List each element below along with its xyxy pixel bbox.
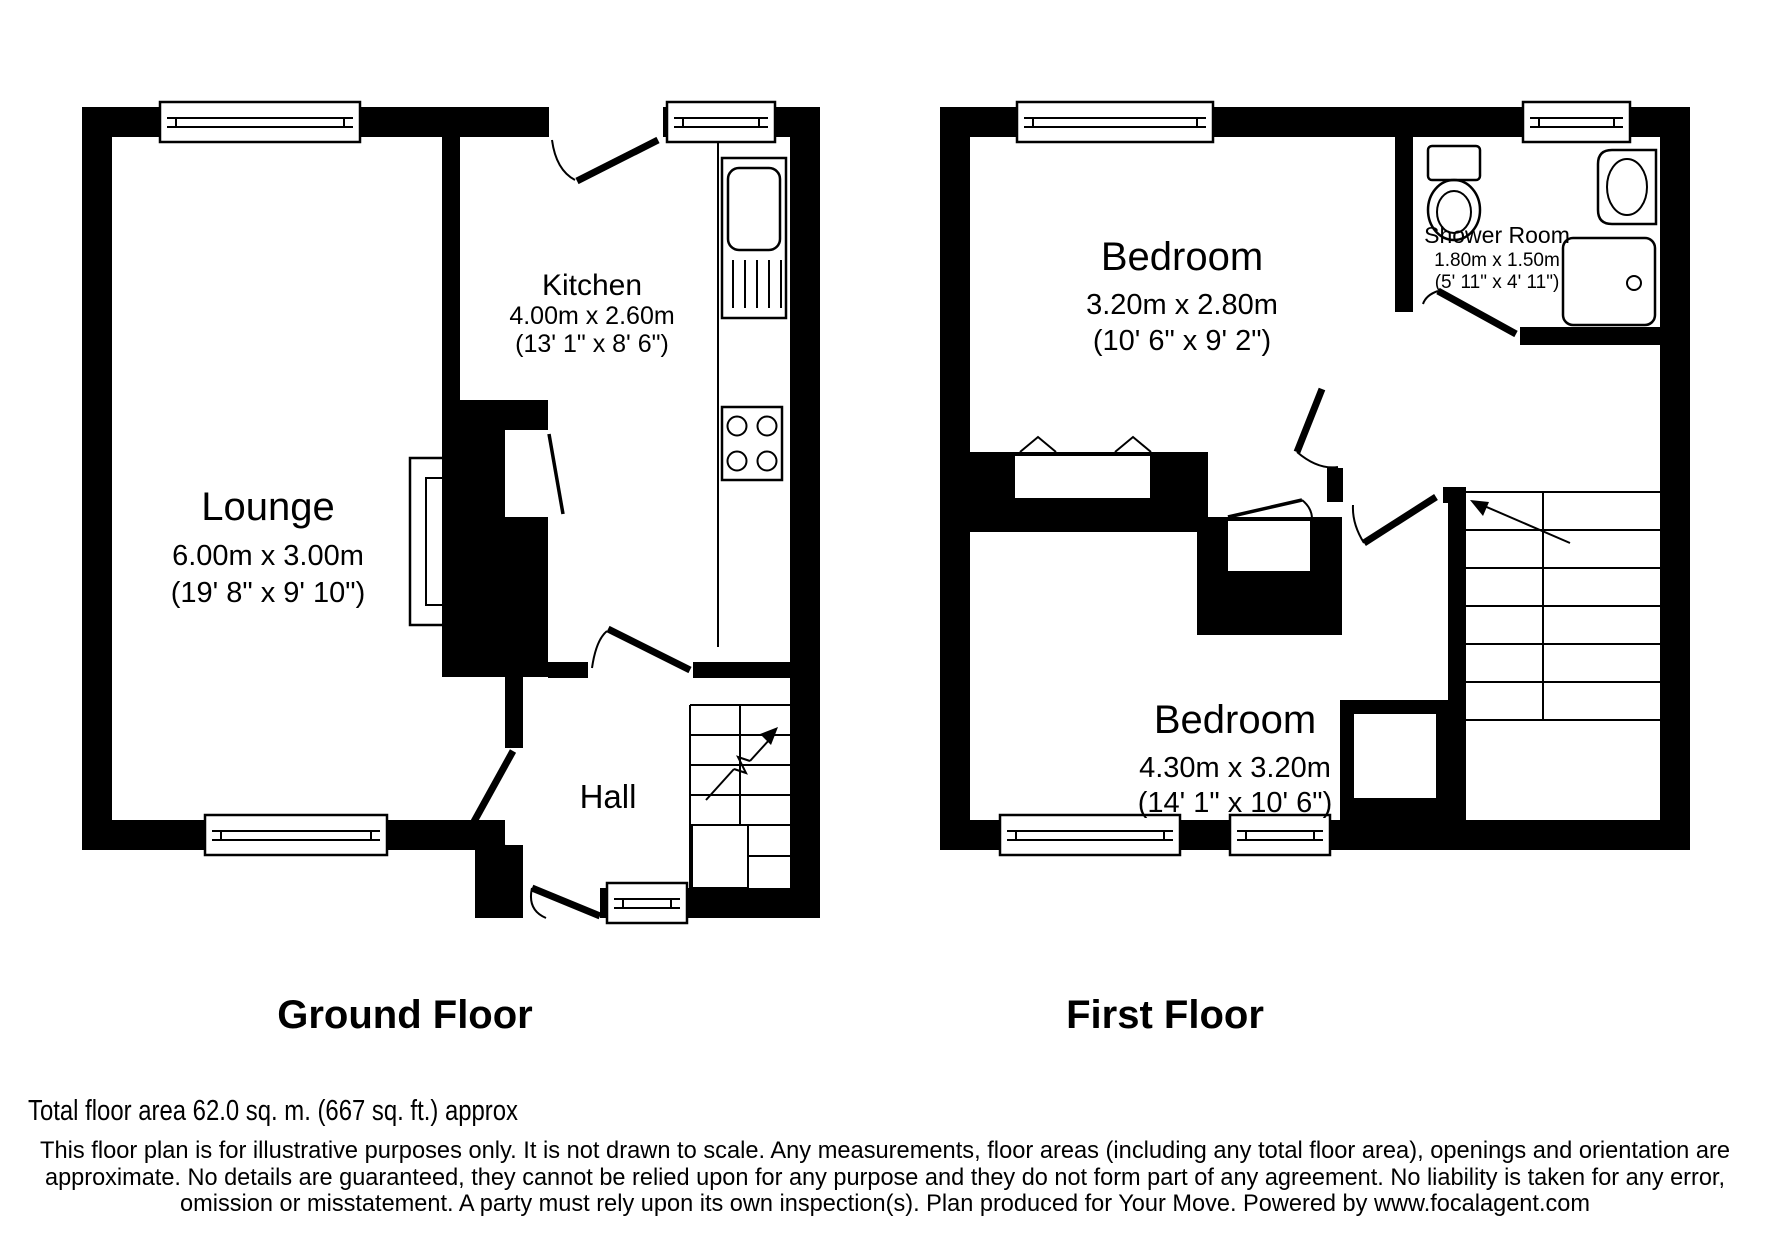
bedroom1-dims-metric: 3.20m x 2.80m [1086, 289, 1278, 321]
hall-label: Hall [579, 778, 637, 815]
cupboard [505, 430, 563, 517]
sink-drainer-icon [722, 158, 786, 318]
ground-floor-title: Ground Floor [277, 993, 533, 1037]
bedroom2-dims-imperial: (14' 1" x 10' 6") [1137, 787, 1333, 819]
gf-hall-jamb-lower [505, 845, 523, 918]
airing-cupboard [1340, 700, 1448, 820]
lounge-dims-metric: 6.00m x 3.00m [172, 540, 364, 572]
ff-left-wall [940, 107, 970, 850]
chimney-breast [410, 458, 442, 625]
total-floor-area: Total floor area 62.0 sq. m. (667 sq. ft.) approx [28, 1095, 519, 1127]
bedroom2-door [1353, 487, 1460, 543]
gf-right-wall [790, 107, 820, 918]
bedroom1-label: Bedroom [1100, 235, 1264, 279]
window [1230, 815, 1330, 855]
bedroom1-dims-imperial: (10' 6" x 9' 2") [1092, 325, 1272, 357]
shower-west-wall [1395, 137, 1413, 312]
gf-kitchen-hall-wall-left [548, 662, 588, 678]
gf-kitchen-hall-wall-right [693, 662, 790, 678]
shower-room-label: Shower Room [1424, 222, 1570, 248]
bedroom1-door [1297, 389, 1343, 502]
shower-south-wall [1520, 327, 1660, 345]
hob-icon [722, 407, 782, 480]
stairs-down-arrow [1470, 500, 1570, 543]
window [1000, 815, 1180, 855]
window [1017, 102, 1213, 142]
wardrobe-icon [1015, 437, 1151, 498]
washbasin-icon [1598, 150, 1656, 224]
window [607, 883, 687, 923]
disclaimer-line-3: omission or misstatement. A party must rely upon its own inspection(s). Plan produced for Your Move. Powered by www.focalagent.com [180, 1190, 1590, 1217]
window [667, 102, 775, 142]
first-floor-plan [940, 102, 1690, 855]
front-door [523, 886, 600, 920]
kitchen-dims-metric: 4.00m x 2.60m [509, 302, 675, 330]
first-floor-title: First Floor [1066, 993, 1264, 1037]
shower-tray-icon [1563, 238, 1655, 325]
disclaimer-line-2: approximate. No details are guaranteed, they cannot be relied upon for any purpose and they do not form part of any agreement. No liability is taken for any error, [45, 1164, 1725, 1191]
ff-right-wall [1660, 107, 1690, 850]
stairs-up-arrow [706, 727, 778, 800]
shower-room-dims-imperial: (5' 11" x 4' 11") [1434, 272, 1560, 293]
landing-cupboard [1228, 500, 1312, 571]
back-door [549, 105, 663, 181]
kitchen-door [592, 629, 690, 670]
lounge-dims-imperial: (19' 8" x 9' 10") [170, 577, 366, 609]
gf-left-wall [82, 107, 112, 850]
lounge-label: Lounge [201, 485, 335, 529]
staircase-up-icon [690, 705, 790, 888]
window [205, 815, 387, 855]
staircase-down-icon [1466, 492, 1660, 720]
disclaimer-line-1: This floor plan is for illustrative purposes only. It is not drawn to scale. Any measurements, floor areas (including any total floor area), openings and orientation are [40, 1137, 1730, 1164]
shower-room-door [1423, 291, 1516, 334]
shower-room-dims-metric: 1.80m x 1.50m [1434, 250, 1560, 271]
gf-hall-jamb-upper [505, 677, 523, 748]
window [160, 102, 360, 142]
bedroom2-dims-metric: 4.30m x 3.20m [1139, 752, 1331, 784]
stairwell-wall [1448, 487, 1466, 820]
bedroom2-label: Bedroom [1153, 698, 1317, 742]
footer [28, 993, 1730, 1217]
window [1523, 102, 1630, 142]
kitchen-label: Kitchen [541, 269, 643, 302]
gf-divider-wall [442, 137, 460, 413]
kitchen-dims-imperial: (13' 1" x 8' 6") [515, 330, 669, 358]
ground-floor-plan [82, 102, 820, 923]
